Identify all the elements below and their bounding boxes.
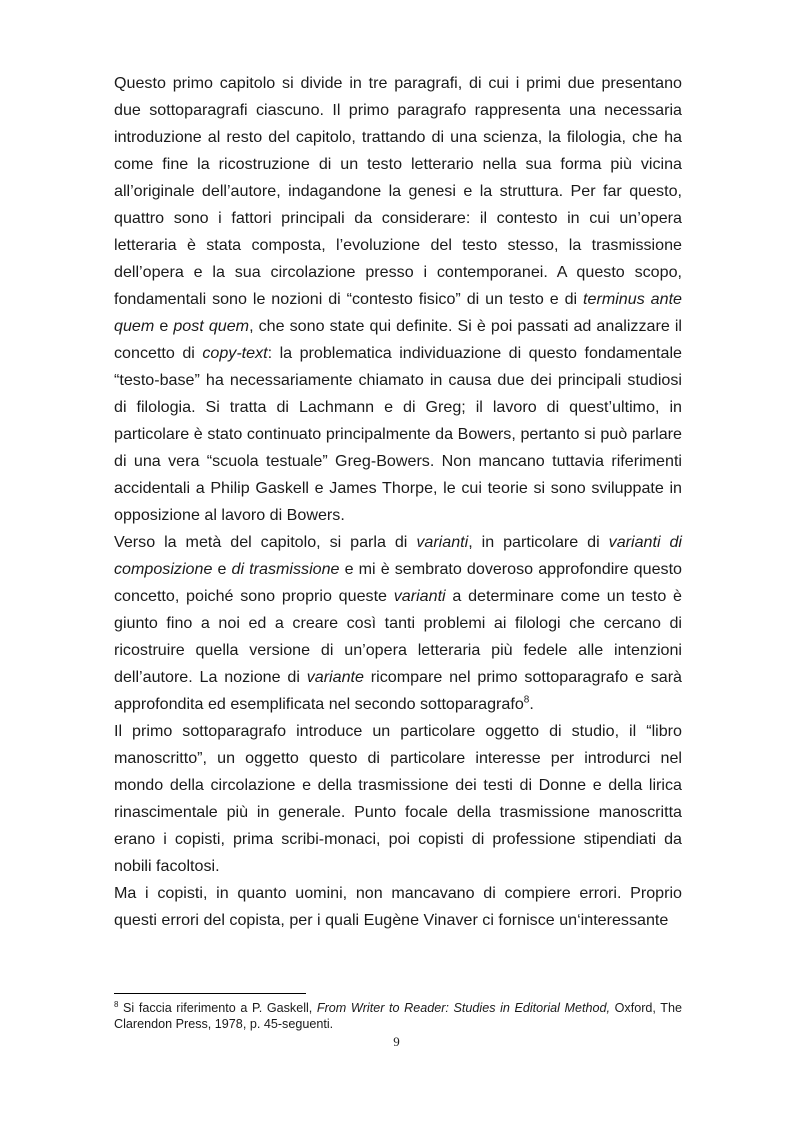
text-run: ricompare nel primo sottoparagrafo e sarà approfondita ed esemplificata nel secondo sottoparagrafo [114,668,683,713]
italic-text: From Writer to Reader: Studies in Editorial Method, [316,1001,611,1015]
text-run: Si faccia riferimento a P. Gaskell, [118,1001,317,1015]
paragraph [114,880,682,934]
text-run: e [154,317,174,335]
text-run: e [212,560,232,578]
body-text [114,70,682,934]
text-run: Oxford, The Clarendon Press, 1978, p. 45-seguenti. [114,1001,682,1031]
paragraph [114,529,682,718]
italic-text: varianti [393,587,446,605]
italic-text: variante [306,668,364,686]
text-run: . [529,695,534,713]
italic-text: copy-text [202,344,268,362]
paragraph [114,718,682,880]
footnote [114,1000,682,1032]
footnote-marker: 8 [114,999,119,1009]
paragraph [114,70,682,529]
footnote-separator [114,993,306,994]
text-run: a determinare come un testo è giunto fino a noi ed a creare così tanti problemi ai filologi che cercano di ricostruire quella versione di un’opera letteraria più fedele alle intenzioni dell’autore. La nozione di [114,587,682,686]
footnote-reference: 8 [523,694,530,706]
text-run: : la problematica individuazione di questo fondamentale “testo-base” ha necessariamente chiamato in causa due dei principali studiosi di filologia. Si tratta di Lachmann e di Greg; il lavoro di quest’ultimo, in particolare è stato continuato principalmente da Bowers, pertanto si può parlare di una vera “scuola testuale” Greg-Bowers. Non mancano tuttavia riferimenti accidentali a Philip Gaskell e James Thorpe, le cui teorie si sono sviluppate in opposizione al lavoro di Bowers. [114,344,683,524]
footnote-text [114,1001,682,1031]
text-run: Questo primo capitolo si divide in tre paragrafi, di cui i primi due presentano due sottoparagrafi ciascuno. Il primo paragrafo rappresenta una necessaria introduzione al resto del capitolo, trattando di una scienza, la filologia, che ha come fine la ricostruzione di un testo letterario nella sua forma più vicina all’originale dell’autore, indagandone la genesi e la struttura. Per far questo, quattro sono i fattori principali da considerare: il contesto in cui un’opera letteraria è stata composta, l’evoluzione del testo stesso, la trasmissione dell’opera e la sua circolazione presso i contemporanei. A questo scopo, fondamentali sono le nozioni di “contesto fisico” di un testo e di [114,74,682,308]
italic-text: varianti [416,533,469,551]
text-run: e mi è sembrato doveroso approfondire questo concetto, poiché sono proprio queste [114,560,682,605]
page-number: 9 [393,1034,400,1049]
italic-text: terminus ante quem [114,290,682,335]
text-run: Ma i copisti, in quanto uomini, non mancavano di compiere errori. Proprio questi errori del copista, per i quali Eugène Vinaver ci fornisce un‘interessante [114,884,682,929]
italic-text: di trasmissione [231,560,340,578]
text-run: Verso la metà del capitolo, si parla di [114,533,417,551]
italic-text: post quem [173,317,250,335]
italic-text: varianti di composizione [114,533,682,578]
text-run: , in particolare di [468,533,609,551]
text-run: Il primo sottoparagrafo introduce un particolare oggetto di studio, il “libro manoscritto”, un oggetto questo di particolare interesse per introdurci nel mondo della circolazione e della trasmissione dei testi di Donne e della lirica rinascimentale più in generale. Punto focale della trasmissione manoscritta erano i copisti, prima scribi-monaci, poi copisti di professione stipendiati da nobili facoltosi. [114,722,682,875]
text-run: , che sono state qui definite. Si è poi passati ad analizzare il concetto di [114,317,682,362]
